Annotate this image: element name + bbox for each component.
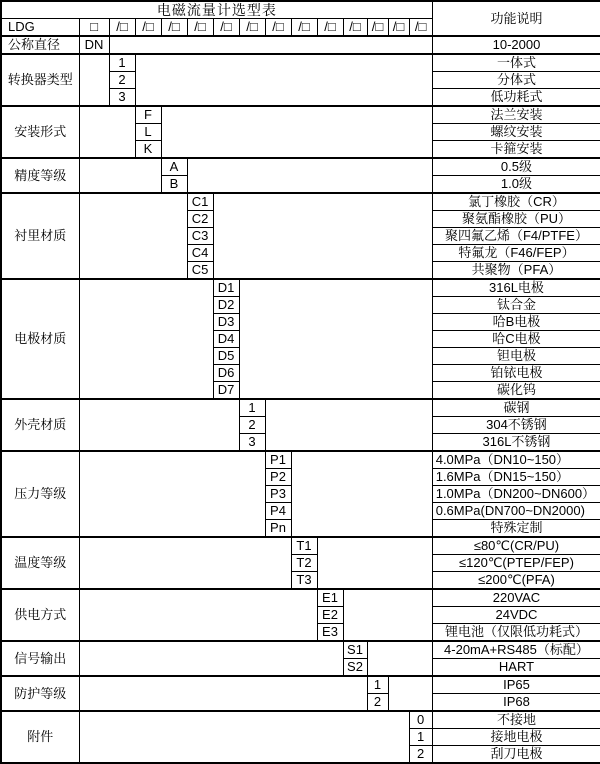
option-desc: 4-20mA+RS485（标配）	[432, 641, 600, 659]
option-code: Pn	[265, 520, 291, 538]
empty-cell	[265, 399, 432, 451]
option-code: B	[161, 176, 187, 194]
model-prefix: LDG	[1, 19, 79, 37]
option-desc: 法兰安装	[432, 106, 600, 124]
table-row	[1, 589, 600, 607]
option-code: E2	[317, 607, 343, 624]
option-desc: 316L电极	[432, 279, 600, 297]
dn-label: 公称直径	[1, 36, 79, 54]
option-desc: 24VDC	[432, 607, 600, 624]
empty-cell	[79, 399, 239, 451]
option-desc: 聚氨酯橡胶（PU）	[432, 211, 600, 228]
option-desc: IP68	[432, 694, 600, 712]
option-code: C4	[187, 245, 213, 262]
option-code: E1	[317, 589, 343, 607]
option-desc: 不接地	[432, 711, 600, 729]
function-column-header: 功能说明	[432, 1, 600, 36]
empty-cell	[79, 193, 187, 279]
option-desc: 1.0级	[432, 176, 600, 194]
option-desc: 特殊定制	[432, 520, 600, 538]
option-code: 2	[367, 694, 388, 712]
option-desc: 碳化钨	[432, 382, 600, 400]
option-code: F	[135, 106, 161, 124]
option-code: T1	[291, 537, 317, 555]
option-code: D7	[213, 382, 239, 400]
model-segment-code: /□	[367, 19, 388, 37]
model-segment-code: /□	[239, 19, 265, 37]
option-code: 1	[239, 399, 265, 417]
table-row	[1, 54, 600, 72]
option-desc: 碳钢	[432, 399, 600, 417]
category-label: 供电方式	[1, 589, 79, 641]
empty-cell	[213, 193, 432, 279]
option-code: 1	[109, 54, 135, 72]
option-code: C3	[187, 228, 213, 245]
option-desc: 特氟龙（F46/FEP）	[432, 245, 600, 262]
model-base-code: □	[79, 19, 109, 37]
option-desc: 氯丁橡胶（CR）	[432, 193, 600, 211]
category-label: 电极材质	[1, 279, 79, 399]
option-code: E3	[317, 624, 343, 642]
table-row	[1, 158, 600, 176]
option-desc: 哈C电极	[432, 331, 600, 348]
model-segment-code: /□	[317, 19, 343, 37]
option-code: T2	[291, 555, 317, 572]
empty-cell	[79, 711, 409, 763]
category-label: 防护等级	[1, 676, 79, 711]
option-desc: 接地电极	[432, 729, 600, 746]
option-desc: 4.0MPa（DN10~150）	[432, 451, 600, 469]
option-code: D1	[213, 279, 239, 297]
option-code: D5	[213, 348, 239, 365]
option-code: T3	[291, 572, 317, 590]
empty-cell	[135, 54, 432, 106]
dn-desc: 10-2000	[432, 36, 600, 54]
empty-cell	[367, 641, 432, 676]
option-desc: ≤80℃(CR/PU)	[432, 537, 600, 555]
option-desc: 一体式	[432, 54, 600, 72]
option-desc: ≤120℃(PTEP/FEP)	[432, 555, 600, 572]
model-segment-code: /□	[388, 19, 409, 37]
category-label: 转换器类型	[1, 54, 79, 106]
empty-cell	[239, 279, 432, 399]
option-desc: 共聚物（PFA）	[432, 262, 600, 280]
empty-cell	[79, 451, 265, 537]
table-row	[1, 676, 600, 694]
option-code: D2	[213, 297, 239, 314]
option-desc: 316L不锈钢	[432, 434, 600, 452]
empty-cell	[79, 158, 161, 193]
option-code: P2	[265, 469, 291, 486]
category-label: 外壳材质	[1, 399, 79, 451]
empty-cell	[79, 54, 109, 106]
table-row	[1, 451, 600, 469]
dn-code: DN	[79, 36, 109, 54]
option-desc: 分体式	[432, 72, 600, 89]
empty-cell	[161, 106, 432, 158]
option-desc: 低功耗式	[432, 89, 600, 107]
model-segment-code: /□	[187, 19, 213, 37]
model-segment-code: /□	[265, 19, 291, 37]
model-segment-code: /□	[161, 19, 187, 37]
category-label: 精度等级	[1, 158, 79, 193]
model-segment-code: /□	[109, 19, 135, 37]
table-row	[1, 106, 600, 124]
table-row	[1, 279, 600, 297]
option-desc: 1.6MPa（DN15~150）	[432, 469, 600, 486]
option-code: D6	[213, 365, 239, 382]
category-label: 压力等级	[1, 451, 79, 537]
option-desc: 0.6MPa(DN700~DN2000)	[432, 503, 600, 520]
option-code: K	[135, 141, 161, 159]
option-code: 3	[239, 434, 265, 452]
table-title: 电磁流量计选型表	[1, 1, 432, 19]
table-row	[1, 711, 600, 729]
option-desc: HART	[432, 659, 600, 677]
table-row	[1, 193, 600, 211]
table-row	[1, 641, 600, 659]
option-code: P3	[265, 486, 291, 503]
option-code: 3	[109, 89, 135, 107]
option-desc: 钛合金	[432, 297, 600, 314]
empty-cell	[317, 537, 432, 589]
option-code: 0	[409, 711, 432, 729]
empty-cell	[79, 279, 213, 399]
option-desc: 锂电池（仅限低功耗式）	[432, 624, 600, 642]
category-label: 信号输出	[1, 641, 79, 676]
table-row	[1, 399, 600, 417]
title-row	[1, 1, 600, 19]
category-label: 安装形式	[1, 106, 79, 158]
option-code: D4	[213, 331, 239, 348]
empty-cell	[388, 676, 432, 711]
dn-row	[1, 36, 600, 54]
option-desc: IP65	[432, 676, 600, 694]
option-code: 1	[409, 729, 432, 746]
category-label: 衬里材质	[1, 193, 79, 279]
option-code: P4	[265, 503, 291, 520]
model-segment-code: /□	[409, 19, 432, 37]
option-desc: 卡箍安装	[432, 141, 600, 159]
empty-cell	[291, 451, 432, 537]
empty-cell	[79, 537, 291, 589]
option-code: 1	[367, 676, 388, 694]
empty-cell	[79, 641, 343, 676]
option-desc: 铂铱电极	[432, 365, 600, 382]
option-desc: 螺纹安装	[432, 124, 600, 141]
empty-cell	[109, 36, 432, 54]
option-desc: 刮刀电极	[432, 746, 600, 764]
option-code: C5	[187, 262, 213, 280]
option-code: D3	[213, 314, 239, 331]
category-label: 温度等级	[1, 537, 79, 589]
model-segment-code: /□	[291, 19, 317, 37]
option-desc: 钽电极	[432, 348, 600, 365]
empty-cell	[343, 589, 432, 641]
option-code: S1	[343, 641, 367, 659]
empty-cell	[79, 106, 135, 158]
model-segment-code: /□	[343, 19, 367, 37]
option-code: 2	[409, 746, 432, 764]
option-code: S2	[343, 659, 367, 677]
option-desc: 304不锈钢	[432, 417, 600, 434]
option-desc: 聚四氟乙烯（F4/PTFE）	[432, 228, 600, 245]
category-label: 附件	[1, 711, 79, 763]
option-desc: 0.5级	[432, 158, 600, 176]
empty-cell	[187, 158, 432, 193]
option-code: C2	[187, 211, 213, 228]
option-desc: 哈B电极	[432, 314, 600, 331]
option-code: 2	[239, 417, 265, 434]
option-code: C1	[187, 193, 213, 211]
option-desc: 1.0MPa（DN200~DN600）	[432, 486, 600, 503]
option-code: A	[161, 158, 187, 176]
option-desc: ≤200℃(PFA)	[432, 572, 600, 590]
model-segment-code: /□	[213, 19, 239, 37]
option-code: 2	[109, 72, 135, 89]
empty-cell	[79, 589, 317, 641]
table-row	[1, 537, 600, 555]
model-segment-code: /□	[135, 19, 161, 37]
empty-cell	[79, 676, 367, 711]
option-desc: 220VAC	[432, 589, 600, 607]
option-code: L	[135, 124, 161, 141]
option-code: P1	[265, 451, 291, 469]
